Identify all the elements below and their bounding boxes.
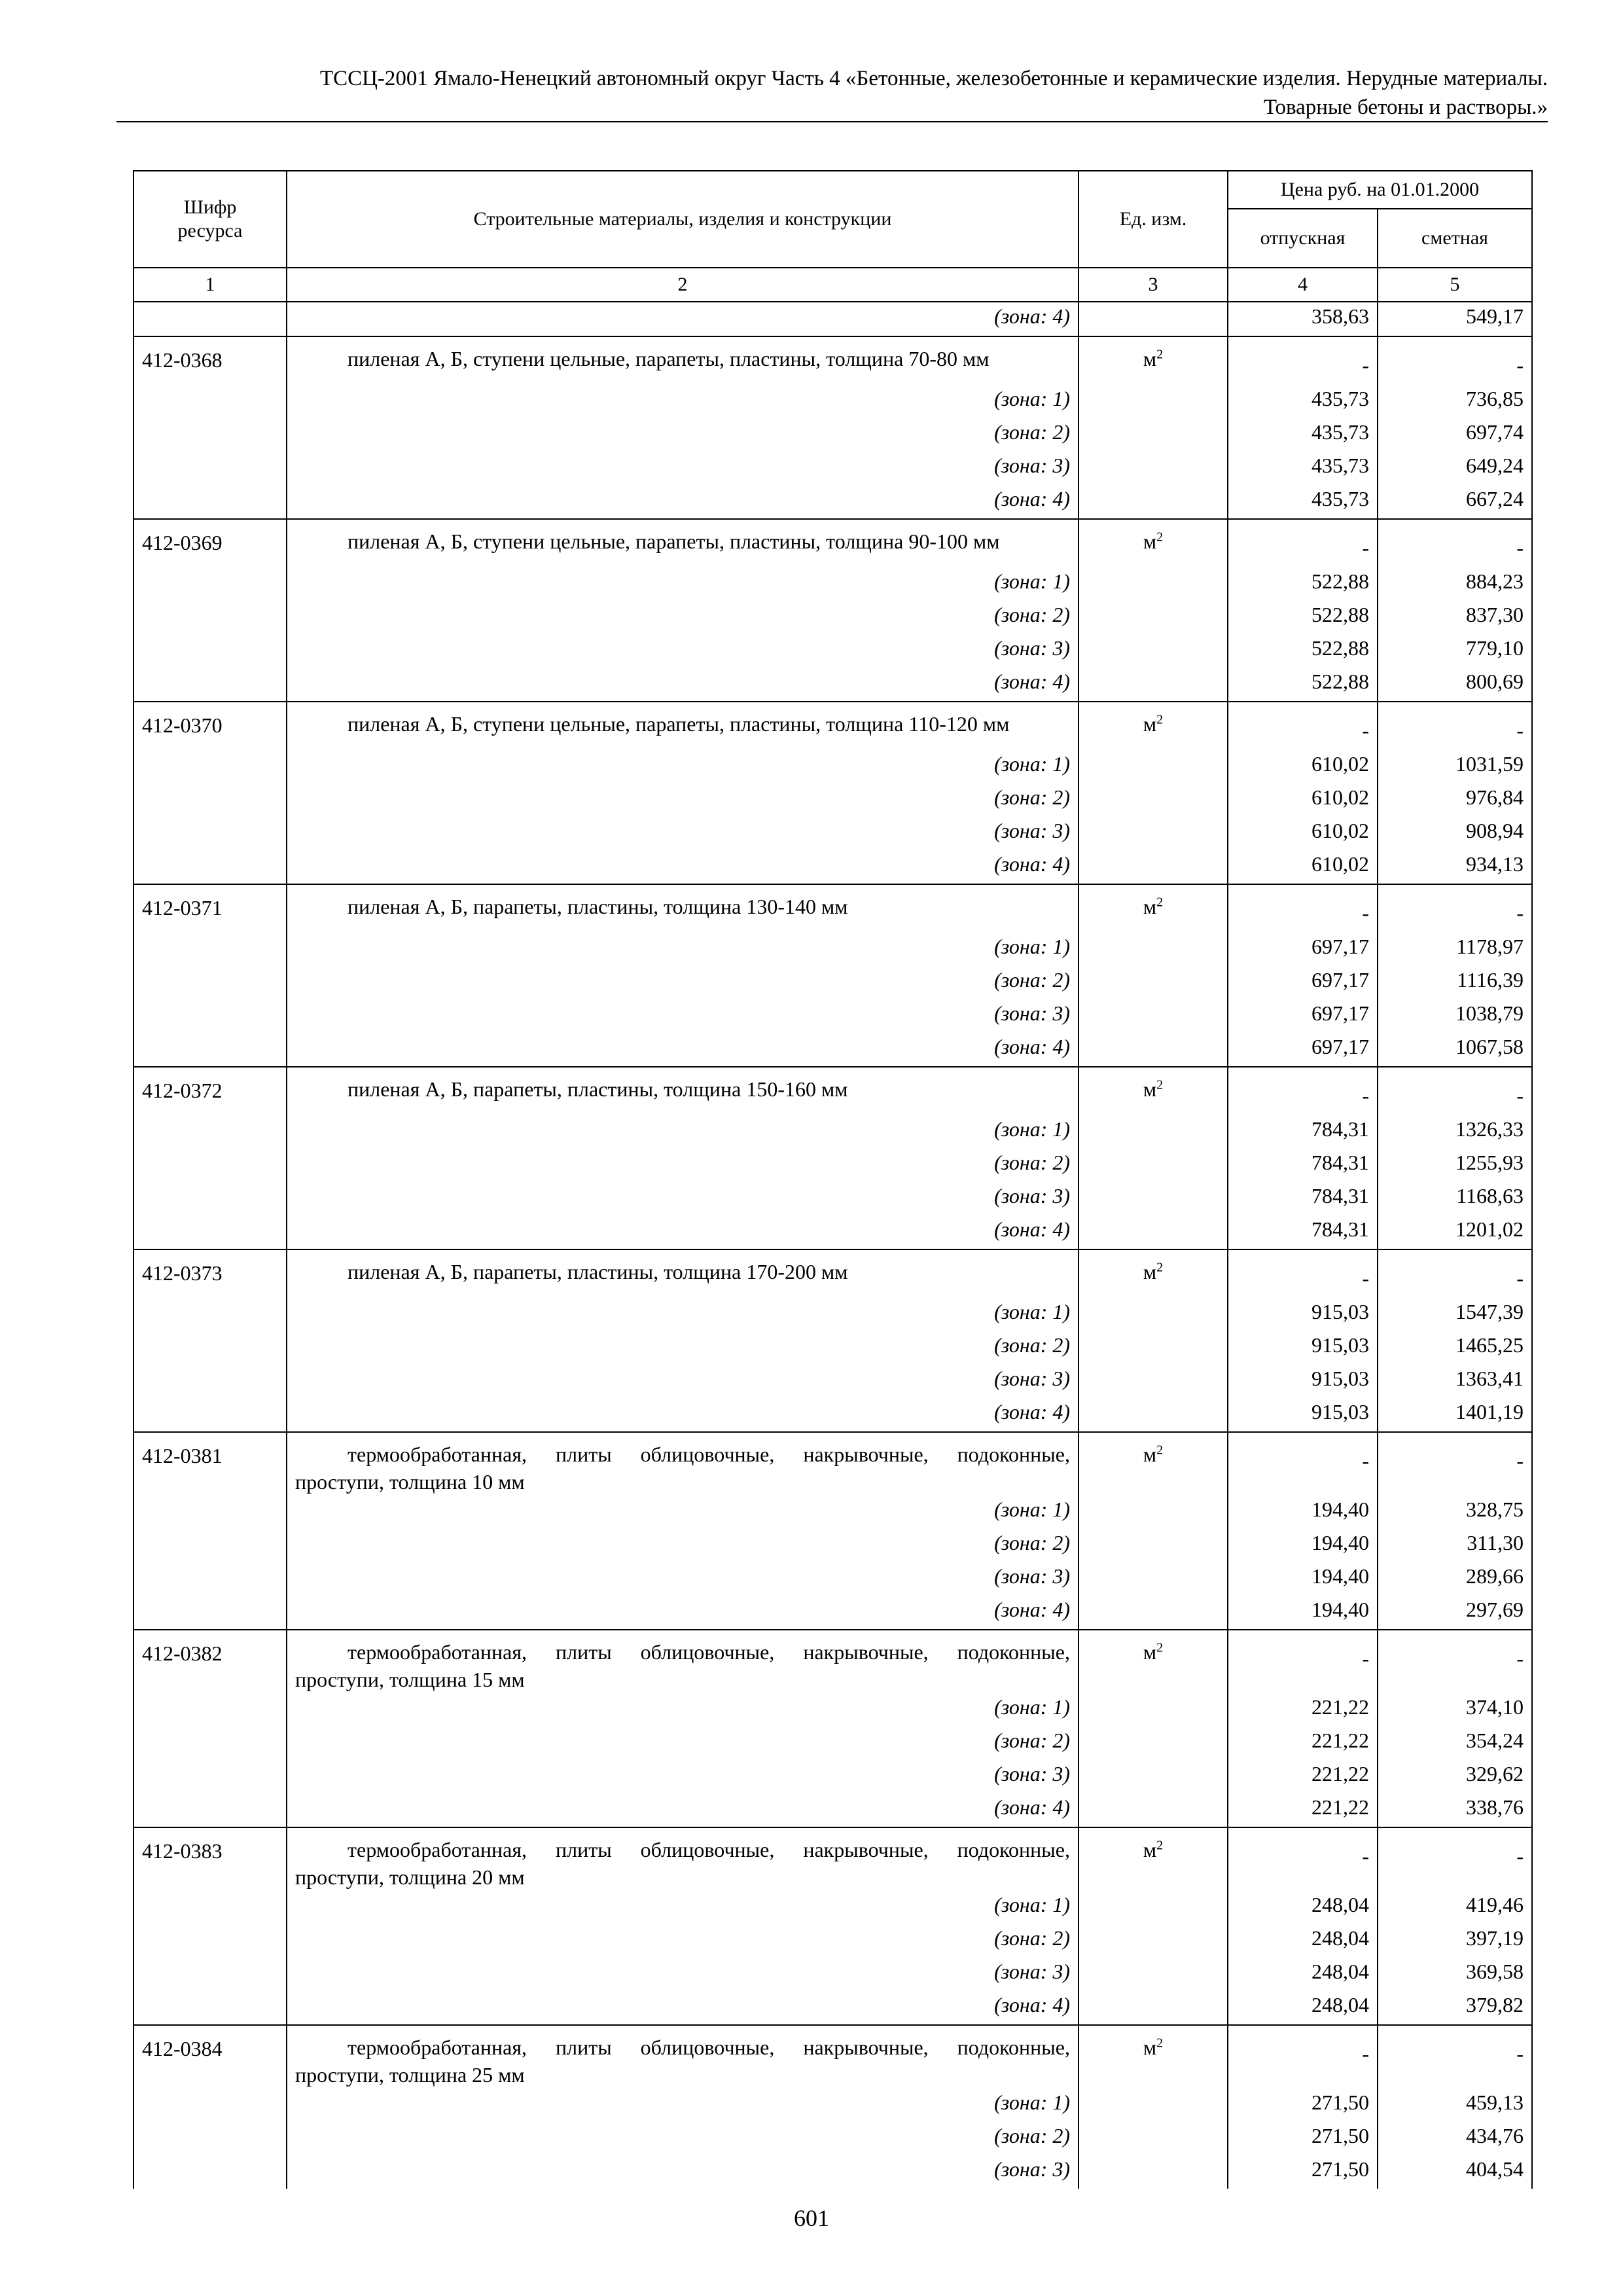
release-price: 194,40 bbox=[1228, 1562, 1378, 1596]
zone-row bbox=[134, 1115, 1532, 1149]
zone-row bbox=[134, 1760, 1532, 1793]
release-price: - bbox=[1228, 1432, 1378, 1496]
estimate-price: 934,13 bbox=[1378, 850, 1532, 884]
estimate-price: - bbox=[1378, 1827, 1532, 1891]
release-price: 522,88 bbox=[1228, 601, 1378, 634]
price-table bbox=[133, 170, 1533, 2189]
table-row bbox=[134, 336, 1532, 385]
zone-label: (зона: 2) bbox=[287, 2122, 1079, 2155]
item-description bbox=[287, 2025, 1079, 2089]
zone-label: (зона: 3) bbox=[287, 1760, 1079, 1793]
zone-row bbox=[134, 668, 1532, 702]
table-row bbox=[134, 1067, 1532, 1115]
table-row bbox=[134, 519, 1532, 567]
zone-label: (зона: 3) bbox=[287, 634, 1079, 668]
unit-of-measure bbox=[1079, 884, 1228, 933]
zone-row bbox=[134, 385, 1532, 418]
unit-text: м bbox=[1143, 529, 1157, 553]
estimate-price: 976,84 bbox=[1378, 783, 1532, 817]
estimate-price: 297,69 bbox=[1378, 1596, 1532, 1630]
zone-label: (зона: 1) bbox=[287, 1496, 1079, 1529]
release-price: 784,31 bbox=[1228, 1215, 1378, 1249]
estimate-price: - bbox=[1378, 1630, 1532, 1693]
estimate-price: 667,24 bbox=[1378, 485, 1532, 519]
zone-label: (зона: 3) bbox=[287, 1562, 1079, 1596]
estimate-price: 369,58 bbox=[1378, 1958, 1532, 1991]
zone-label: (зона: 3) bbox=[287, 1365, 1079, 1398]
estimate-price: - bbox=[1378, 1067, 1532, 1115]
release-price: 697,17 bbox=[1228, 999, 1378, 1033]
zone-label: (зона: 2) bbox=[287, 1924, 1079, 1958]
release-price: - bbox=[1228, 1630, 1378, 1693]
carryover-row bbox=[134, 302, 1532, 336]
zone-row bbox=[134, 1182, 1532, 1215]
estimate-price: 1401,19 bbox=[1378, 1398, 1532, 1432]
zone-label: (зона: 2) bbox=[287, 418, 1079, 452]
release-price: 435,73 bbox=[1228, 385, 1378, 418]
unit-exponent: 2 bbox=[1156, 1838, 1164, 1853]
unit-exponent: 2 bbox=[1156, 712, 1164, 727]
zone-row bbox=[134, 1496, 1532, 1529]
unit-exponent: 2 bbox=[1156, 1077, 1164, 1092]
release-price: 522,88 bbox=[1228, 668, 1378, 702]
release-price: 915,03 bbox=[1228, 1398, 1378, 1432]
zone-row bbox=[134, 1365, 1532, 1398]
zone-row bbox=[134, 2089, 1532, 2122]
unit-exponent: 2 bbox=[1156, 2036, 1164, 2051]
column-number: 4 bbox=[1228, 268, 1378, 302]
estimate-price: 289,66 bbox=[1378, 1562, 1532, 1596]
zone-label: (зона: 4) bbox=[287, 1398, 1079, 1432]
release-price: 697,17 bbox=[1228, 1033, 1378, 1067]
zone-row bbox=[134, 999, 1532, 1033]
resource-code: 412-0371 bbox=[134, 884, 287, 933]
zone-label: (зона: 3) bbox=[287, 999, 1079, 1033]
column-header-release-price: отпускная bbox=[1228, 209, 1378, 268]
zone-row bbox=[134, 1398, 1532, 1432]
zone-row bbox=[134, 1958, 1532, 1991]
estimate-price: 1168,63 bbox=[1378, 1182, 1532, 1215]
item-description bbox=[287, 884, 1079, 933]
resource-code: 412-0369 bbox=[134, 519, 287, 567]
release-price: 248,04 bbox=[1228, 1891, 1378, 1924]
release-price: 784,31 bbox=[1228, 1115, 1378, 1149]
column-header-estimate-price: сметная bbox=[1378, 209, 1532, 268]
zone-label: (зона: 4) bbox=[287, 1596, 1079, 1630]
item-description-text: пиленая А, Б, парапеты, пластины, толщина 150-160 мм bbox=[348, 1077, 848, 1101]
zone-row bbox=[134, 1149, 1532, 1182]
zone-row bbox=[134, 418, 1532, 452]
zone-row bbox=[134, 1215, 1532, 1249]
estimate-price: 328,75 bbox=[1378, 1496, 1532, 1529]
release-price: 271,50 bbox=[1228, 2089, 1378, 2122]
estimate-price: 1178,97 bbox=[1378, 933, 1532, 966]
release-price: - bbox=[1228, 1067, 1378, 1115]
release-price: - bbox=[1228, 2025, 1378, 2089]
table-row bbox=[134, 1249, 1532, 1298]
release-price: 915,03 bbox=[1228, 1331, 1378, 1365]
unit-of-measure bbox=[1079, 519, 1228, 567]
item-description-text: пиленая А, Б, парапеты, пластины, толщина 130-140 мм bbox=[348, 895, 848, 918]
zone-row bbox=[134, 1562, 1532, 1596]
release-price: 358,63 bbox=[1228, 302, 1378, 336]
release-price: 522,88 bbox=[1228, 567, 1378, 601]
unit-exponent: 2 bbox=[1156, 1260, 1164, 1275]
unit-of-measure bbox=[1079, 1249, 1228, 1298]
unit-text: м bbox=[1143, 347, 1157, 370]
release-price: 915,03 bbox=[1228, 1298, 1378, 1331]
zone-row bbox=[134, 452, 1532, 485]
zone-label: (зона: 1) bbox=[287, 1693, 1079, 1727]
unit-of-measure bbox=[1079, 702, 1228, 750]
item-description-text: термообработанная, плиты облицовочные, накрывочные, подоконные, проступи, толщина 20 мм bbox=[295, 1838, 1070, 1889]
unit-exponent: 2 bbox=[1156, 1640, 1164, 1655]
zone-row bbox=[134, 2122, 1532, 2155]
column-number: 5 bbox=[1378, 268, 1532, 302]
estimate-price: 1201,02 bbox=[1378, 1215, 1532, 1249]
estimate-price: 434,76 bbox=[1378, 2122, 1532, 2155]
zone-label: (зона: 1) bbox=[287, 1115, 1079, 1149]
unit-exponent: 2 bbox=[1156, 347, 1164, 362]
estimate-price: - bbox=[1378, 884, 1532, 933]
release-price: 221,22 bbox=[1228, 1693, 1378, 1727]
estimate-price: - bbox=[1378, 1432, 1532, 1496]
release-price: 784,31 bbox=[1228, 1149, 1378, 1182]
unit-text: м bbox=[1143, 1838, 1157, 1861]
resource-code: 412-0370 bbox=[134, 702, 287, 750]
release-price: 610,02 bbox=[1228, 750, 1378, 783]
release-price: 271,50 bbox=[1228, 2155, 1378, 2189]
release-price: - bbox=[1228, 702, 1378, 750]
unit-text: м bbox=[1143, 2036, 1157, 2059]
zone-row bbox=[134, 1298, 1532, 1331]
zone-label: (зона: 4) bbox=[287, 1215, 1079, 1249]
zone-label: (зона: 4) bbox=[287, 850, 1079, 884]
release-price: - bbox=[1228, 884, 1378, 933]
unit-text: м bbox=[1143, 712, 1157, 736]
column-header-code: Шифр ресурса bbox=[134, 171, 287, 268]
item-description-text: пиленая А, Б, ступени цельные, парапеты, пластины, толщина 70-80 мм bbox=[348, 347, 990, 370]
release-price: 610,02 bbox=[1228, 817, 1378, 850]
item-description bbox=[287, 1630, 1079, 1693]
resource-code: 412-0382 bbox=[134, 1630, 287, 1693]
zone-row bbox=[134, 1793, 1532, 1827]
release-price: 194,40 bbox=[1228, 1496, 1378, 1529]
release-price: 221,22 bbox=[1228, 1760, 1378, 1793]
page-header bbox=[116, 64, 1548, 122]
zone-row bbox=[134, 1991, 1532, 2025]
item-description-text: термообработанная, плиты облицовочные, накрывочные, подоконные, проступи, толщина 15 мм bbox=[295, 1640, 1070, 1691]
zone-label: (зона: 4) bbox=[287, 485, 1079, 519]
release-price: 435,73 bbox=[1228, 485, 1378, 519]
release-price: - bbox=[1228, 1827, 1378, 1891]
estimate-price: 549,17 bbox=[1378, 302, 1532, 336]
column-number: 2 bbox=[287, 268, 1079, 302]
zone-row bbox=[134, 567, 1532, 601]
estimate-price: - bbox=[1378, 1249, 1532, 1298]
estimate-price: 311,30 bbox=[1378, 1529, 1532, 1562]
zone-label: (зона: 1) bbox=[287, 1298, 1079, 1331]
zone-row bbox=[134, 1596, 1532, 1630]
estimate-price: - bbox=[1378, 519, 1532, 567]
item-description bbox=[287, 702, 1079, 750]
zone-row bbox=[134, 1727, 1532, 1760]
estimate-price: 354,24 bbox=[1378, 1727, 1532, 1760]
resource-code: 412-0373 bbox=[134, 1249, 287, 1298]
zone-row bbox=[134, 783, 1532, 817]
item-description bbox=[287, 1249, 1079, 1298]
table-row bbox=[134, 1827, 1532, 1891]
zone-label: (зона: 1) bbox=[287, 2089, 1079, 2122]
release-price: 194,40 bbox=[1228, 1529, 1378, 1562]
release-price: 697,17 bbox=[1228, 933, 1378, 966]
estimate-price: 800,69 bbox=[1378, 668, 1532, 702]
estimate-price: 1067,58 bbox=[1378, 1033, 1532, 1067]
estimate-price: 397,19 bbox=[1378, 1924, 1532, 1958]
item-description bbox=[287, 1067, 1079, 1115]
unit-text: м bbox=[1143, 1640, 1157, 1664]
zone-label: (зона: 2) bbox=[287, 1529, 1079, 1562]
zone-label: (зона: 3) bbox=[287, 817, 1079, 850]
item-description bbox=[287, 336, 1079, 385]
resource-code: 412-0381 bbox=[134, 1432, 287, 1496]
page-number: 601 bbox=[794, 2205, 829, 2231]
table-row bbox=[134, 702, 1532, 750]
unit-of-measure bbox=[1079, 1432, 1228, 1496]
zone-row bbox=[134, 1033, 1532, 1067]
item-description bbox=[287, 1432, 1079, 1496]
release-price: 697,17 bbox=[1228, 966, 1378, 999]
column-header-price: Цена руб. на 01.01.2000 bbox=[1228, 171, 1532, 209]
zone-row bbox=[134, 817, 1532, 850]
item-description-text: пиленая А, Б, ступени цельные, парапеты, пластины, толщина 90-100 мм bbox=[348, 529, 1000, 553]
zone-label: (зона: 2) bbox=[287, 783, 1079, 817]
release-price: 271,50 bbox=[1228, 2122, 1378, 2155]
estimate-price: - bbox=[1378, 702, 1532, 750]
zone-label: (зона: 2) bbox=[287, 601, 1079, 634]
estimate-price: 1031,59 bbox=[1378, 750, 1532, 783]
release-price: - bbox=[1228, 519, 1378, 567]
column-header-description: Строительные материалы, изделия и конструкции bbox=[287, 171, 1079, 268]
zone-label: (зона: 3) bbox=[287, 2155, 1079, 2189]
resource-code: 412-0372 bbox=[134, 1067, 287, 1115]
estimate-price: 419,46 bbox=[1378, 1891, 1532, 1924]
estimate-price: 329,62 bbox=[1378, 1760, 1532, 1793]
estimate-price: 338,76 bbox=[1378, 1793, 1532, 1827]
zone-label: (зона: 4) bbox=[287, 1793, 1079, 1827]
unit-of-measure bbox=[1079, 1630, 1228, 1693]
zone-row bbox=[134, 1331, 1532, 1365]
zone-label: (зона: 1) bbox=[287, 385, 1079, 418]
unit-text: м bbox=[1143, 1443, 1157, 1466]
estimate-price: - bbox=[1378, 2025, 1532, 2089]
zone-row bbox=[134, 2155, 1532, 2189]
item-description-text: пиленая А, Б, ступени цельные, парапеты, пластины, толщина 110-120 мм bbox=[348, 712, 1010, 736]
unit-exponent: 2 bbox=[1156, 895, 1164, 910]
zone-row bbox=[134, 1924, 1532, 1958]
unit-text: м bbox=[1143, 1077, 1157, 1101]
estimate-price: 404,54 bbox=[1378, 2155, 1532, 2189]
release-price: 221,22 bbox=[1228, 1793, 1378, 1827]
zone-label: (зона: 1) bbox=[287, 567, 1079, 601]
release-price: 522,88 bbox=[1228, 634, 1378, 668]
zone-row bbox=[134, 1693, 1532, 1727]
release-price: 435,73 bbox=[1228, 418, 1378, 452]
item-description bbox=[287, 1827, 1079, 1891]
zone-label: (зона: 1) bbox=[287, 750, 1079, 783]
resource-code: 412-0383 bbox=[134, 1827, 287, 1891]
header-line-2: Товарные бетоны и растворы.» bbox=[1263, 96, 1548, 119]
zone-row bbox=[134, 966, 1532, 999]
zone-row bbox=[134, 485, 1532, 519]
release-price: 194,40 bbox=[1228, 1596, 1378, 1630]
release-price: 435,73 bbox=[1228, 452, 1378, 485]
release-price: 221,22 bbox=[1228, 1727, 1378, 1760]
unit-exponent: 2 bbox=[1156, 1443, 1164, 1458]
release-price: - bbox=[1228, 1249, 1378, 1298]
zone-row bbox=[134, 750, 1532, 783]
estimate-price: 697,74 bbox=[1378, 418, 1532, 452]
release-price: 610,02 bbox=[1228, 783, 1378, 817]
unit-of-measure bbox=[1079, 2025, 1228, 2089]
zone-row bbox=[134, 601, 1532, 634]
zone-label: (зона: 1) bbox=[287, 1891, 1079, 1924]
estimate-price: - bbox=[1378, 336, 1532, 385]
table-row bbox=[134, 884, 1532, 933]
estimate-price: 884,23 bbox=[1378, 567, 1532, 601]
release-price: 915,03 bbox=[1228, 1365, 1378, 1398]
price-table-body bbox=[134, 302, 1532, 2189]
header-line-1: ТССЦ-2001 Ямало-Ненецкий автономный округ Часть 4 «Бетонные, железобетонные и керамические изделия. Нерудные материалы. bbox=[319, 67, 1548, 90]
estimate-price: 374,10 bbox=[1378, 1693, 1532, 1727]
item-description-text: пиленая А, Б, парапеты, пластины, толщина 170-200 мм bbox=[348, 1260, 848, 1283]
table-row bbox=[134, 2025, 1532, 2089]
estimate-price: 1363,41 bbox=[1378, 1365, 1532, 1398]
release-price: 248,04 bbox=[1228, 1958, 1378, 1991]
estimate-price: 379,82 bbox=[1378, 1991, 1532, 2025]
release-price: 248,04 bbox=[1228, 1991, 1378, 2025]
unit-text: м bbox=[1143, 895, 1157, 918]
estimate-price: 649,24 bbox=[1378, 452, 1532, 485]
estimate-price: 1038,79 bbox=[1378, 999, 1532, 1033]
item-description-text: термообработанная, плиты облицовочные, накрывочные, подоконные, проступи, толщина 10 мм bbox=[295, 1443, 1070, 1494]
zone-row bbox=[134, 1529, 1532, 1562]
release-price: - bbox=[1228, 336, 1378, 385]
unit-of-measure bbox=[1079, 1827, 1228, 1891]
resource-code: 412-0368 bbox=[134, 336, 287, 385]
zone-row bbox=[134, 933, 1532, 966]
zone-row bbox=[134, 850, 1532, 884]
item-description-text: термообработанная, плиты облицовочные, накрывочные, подоконные, проступи, толщина 25 мм bbox=[295, 2036, 1070, 2087]
header-divider bbox=[116, 121, 1548, 122]
zone-label: (зона: 3) bbox=[287, 452, 1079, 485]
estimate-price: 1255,93 bbox=[1378, 1149, 1532, 1182]
zone-label: (зона: 1) bbox=[287, 933, 1079, 966]
estimate-price: 1547,39 bbox=[1378, 1298, 1532, 1331]
zone-label: (зона: 2) bbox=[287, 1331, 1079, 1365]
zone-label: (зона: 4) bbox=[287, 302, 1079, 336]
estimate-price: 779,10 bbox=[1378, 634, 1532, 668]
zone-row bbox=[134, 634, 1532, 668]
estimate-price: 1326,33 bbox=[1378, 1115, 1532, 1149]
zone-label: (зона: 2) bbox=[287, 966, 1079, 999]
estimate-price: 908,94 bbox=[1378, 817, 1532, 850]
estimate-price: 736,85 bbox=[1378, 385, 1532, 418]
estimate-price: 837,30 bbox=[1378, 601, 1532, 634]
estimate-price: 1465,25 bbox=[1378, 1331, 1532, 1365]
table-row bbox=[134, 1432, 1532, 1496]
zone-label: (зона: 3) bbox=[287, 1182, 1079, 1215]
unit-of-measure bbox=[1079, 1067, 1228, 1115]
estimate-price: 1116,39 bbox=[1378, 966, 1532, 999]
column-number: 1 bbox=[134, 268, 287, 302]
unit-of-measure bbox=[1079, 336, 1228, 385]
table-row bbox=[134, 1630, 1532, 1693]
release-price: 248,04 bbox=[1228, 1924, 1378, 1958]
zone-label: (зона: 3) bbox=[287, 1958, 1079, 1991]
zone-label: (зона: 4) bbox=[287, 668, 1079, 702]
release-price: 610,02 bbox=[1228, 850, 1378, 884]
column-number: 3 bbox=[1079, 268, 1228, 302]
item-description bbox=[287, 519, 1079, 567]
unit-exponent: 2 bbox=[1156, 529, 1164, 545]
resource-code: 412-0384 bbox=[134, 2025, 287, 2089]
zone-label: (зона: 2) bbox=[287, 1149, 1079, 1182]
zone-row bbox=[134, 1891, 1532, 1924]
unit-text: м bbox=[1143, 1260, 1157, 1283]
zone-label: (зона: 4) bbox=[287, 1033, 1079, 1067]
column-header-unit: Ед. изм. bbox=[1079, 171, 1228, 268]
zone-label: (зона: 4) bbox=[287, 1991, 1079, 2025]
estimate-price: 459,13 bbox=[1378, 2089, 1532, 2122]
zone-label: (зона: 2) bbox=[287, 1727, 1079, 1760]
release-price: 784,31 bbox=[1228, 1182, 1378, 1215]
